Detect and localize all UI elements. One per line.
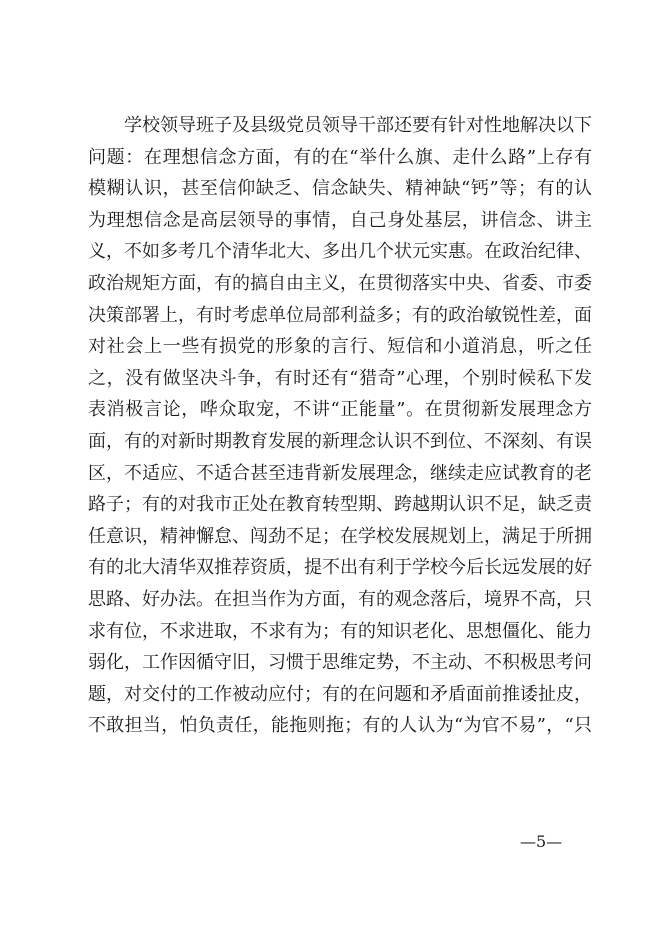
- text-line: 有的北大清华双推荐资质，提不出有利于学校今后长远发展的好: [88, 557, 592, 579]
- text-line: 路子；有的对我市正处在教育转型期、跨越期认识不足，缺乏责: [88, 494, 592, 516]
- text-line: 题，对交付的工作被动应付；有的在问题和矛盾面前推诿扯皮，: [88, 683, 592, 705]
- text-line: 思路、好办法。在担当作为方面，有的观念落后，境界不高，只: [88, 588, 592, 610]
- page-number: —5—: [520, 832, 563, 851]
- text-line: 决策部署上，有时考虑单位局部利益多；有的政治敏锐性差，面: [88, 304, 592, 326]
- text-line: 区，不适应、不适合甚至违背新发展理念，继续走应试教育的老: [88, 462, 592, 484]
- text-line: 对社会上一些有损党的形象的言行、短信和小道消息，听之任: [88, 336, 592, 358]
- text-line: 问题：在理想信念方面，有的在“举什么旗、走什么路”上存有: [88, 146, 592, 168]
- text-line: 求有位，不求进取，不求有为；有的知识老化、思想僵化、能力: [88, 620, 592, 642]
- body-paragraph: [88, 110, 592, 742]
- text-line: 模糊认识，甚至信仰缺乏、信念缺失、精神缺“钙”等；有的认: [88, 178, 592, 200]
- text-line: 学校领导班子及县级党员领导干部还要有针对性地解决以下: [124, 115, 592, 136]
- text-line: 不敢担当，怕负责任，能拖则拖；有的人认为“为官不易”，“只: [88, 715, 592, 737]
- text-line: 之，没有做坚决斗争，有时还有“猎奇”心理，个别时候私下发: [88, 367, 592, 389]
- text-line: 表消极言论，哗众取宠，不讲“正能量”。在贯彻新发展理念方: [88, 399, 592, 421]
- text-line: 面，有的对新时期教育发展的新理念认识不到位、不深刻、有误: [88, 430, 592, 452]
- text-line: 为理想信念是高层领导的事情，自己身处基层，讲信念、讲主: [88, 209, 592, 231]
- text-line: 政治规矩方面，有的搞自由主义，在贯彻落实中央、省委、市委: [88, 272, 592, 294]
- text-line: 义，不如多考几个清华北大、多出几个状元实惠。在政治纪律、: [88, 241, 592, 263]
- text-line: 任意识，精神懈怠、闯劲不足；在学校发展规划上，满足于所拥: [88, 525, 592, 547]
- text-line: 弱化，工作因循守旧，习惯于思维定势，不主动、不积极思考问: [88, 652, 592, 674]
